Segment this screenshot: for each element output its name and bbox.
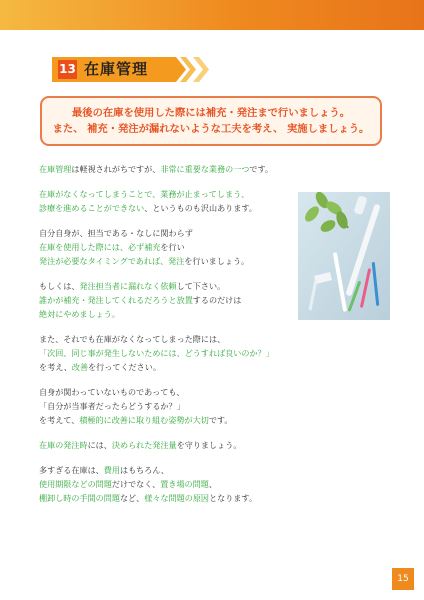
- body-text-run: を考えて、: [39, 414, 80, 425]
- body-text-run: 、というものも沢山あります。: [144, 203, 257, 214]
- highlighted-text: 様々な問題の原因: [144, 492, 210, 503]
- body-paragraph: [39, 439, 389, 453]
- toothbrush-photo: [298, 192, 390, 320]
- body-text-run: を考え、: [39, 361, 72, 372]
- highlighted-text: 棚卸し時の手間の問題: [39, 492, 120, 503]
- highlighted-text: 改善: [71, 361, 89, 372]
- body-text-run: となります。: [209, 492, 257, 503]
- key-message-line: 最後の在庫を使用した際には補充・発注まで行いましょう。: [71, 107, 350, 119]
- body-text-run: また、それでも在庫がなくなってしまった際には、: [39, 334, 226, 345]
- page-number: 15: [392, 568, 414, 590]
- body-text-run: 、: [208, 479, 217, 490]
- body-text-run: はもちろん、: [119, 465, 170, 476]
- highlighted-text: 発注が必要なタイミングであれば、発注: [39, 255, 185, 266]
- highlighted-text: 在庫を使用した際には、必ず補充: [39, 242, 161, 253]
- highlighted-text: 発注担当者に漏れなく依頼: [79, 281, 177, 292]
- key-message-box: [40, 96, 382, 146]
- section-number: 13: [58, 60, 77, 79]
- key-message-line: また、 補充・発注が漏れないような工夫を考え、 実施しましょう。: [52, 123, 370, 135]
- highlighted-text: 費用: [103, 465, 120, 476]
- body-text-run: 多すぎる在庫は、: [39, 465, 104, 476]
- highlighted-text: 決められた発注量: [111, 439, 177, 450]
- body-paragraph: [39, 163, 389, 177]
- body-text-run: には、: [87, 439, 112, 450]
- body-text-run: です。: [249, 164, 274, 174]
- body-text-run: して下さい。: [176, 281, 226, 292]
- highlighted-text: 在庫がなくなってしまうことで、業務が止まってしまう、: [39, 189, 250, 200]
- highlighted-text: 診療を進めることができない: [39, 203, 145, 214]
- body-paragraph: [39, 464, 389, 505]
- highlighted-text: 誰かが補充・発注してくれるだろうと放置: [39, 295, 193, 306]
- body-paragraph: [39, 386, 389, 427]
- highlighted-text: 積極的に改善に取り組む姿勢が大切: [79, 414, 209, 425]
- header-band: [0, 0, 424, 30]
- highlighted-text: 「次回、同じ事が発生しないためには、どうすれば良いのか？」: [39, 347, 274, 358]
- body-text-run: 自身が関わっていないものであっても、: [39, 387, 185, 398]
- body-text-run: など、: [119, 492, 145, 503]
- body-text-run: するのだけは: [192, 295, 242, 306]
- body-text-run: だけでなく、: [111, 479, 161, 490]
- body-text-run: もしくは、: [39, 281, 80, 292]
- body-text-run: 自分自身が、担当である・なしに関わらず: [39, 228, 193, 239]
- body-text-run: 「自分が当事者だったらどうするか？」: [39, 400, 185, 411]
- highlighted-text: 在庫管理: [39, 164, 72, 174]
- highlighted-text: 非常に重要な業務の一つ: [160, 164, 250, 174]
- body-text-run: を行い: [160, 242, 185, 253]
- highlighted-text: 使用期限などの問題: [39, 479, 112, 490]
- body-text-run: です。: [208, 414, 233, 425]
- body-text-run: を行いましょう。: [184, 255, 250, 266]
- highlighted-text: 在庫の発注時: [39, 439, 88, 450]
- highlighted-text: 置き場の問題: [160, 479, 209, 490]
- section-title: 在庫管理: [84, 60, 149, 78]
- body-text-run: は軽視されがちですが、: [71, 164, 161, 174]
- body-paragraph: [39, 333, 389, 374]
- body-text-run: を行ってください。: [88, 361, 161, 372]
- toothbrush-photo-image: [298, 192, 390, 320]
- highlighted-text: 絶対にやめましょう。: [39, 308, 120, 319]
- body-text-run: を守りましょう。: [176, 439, 242, 450]
